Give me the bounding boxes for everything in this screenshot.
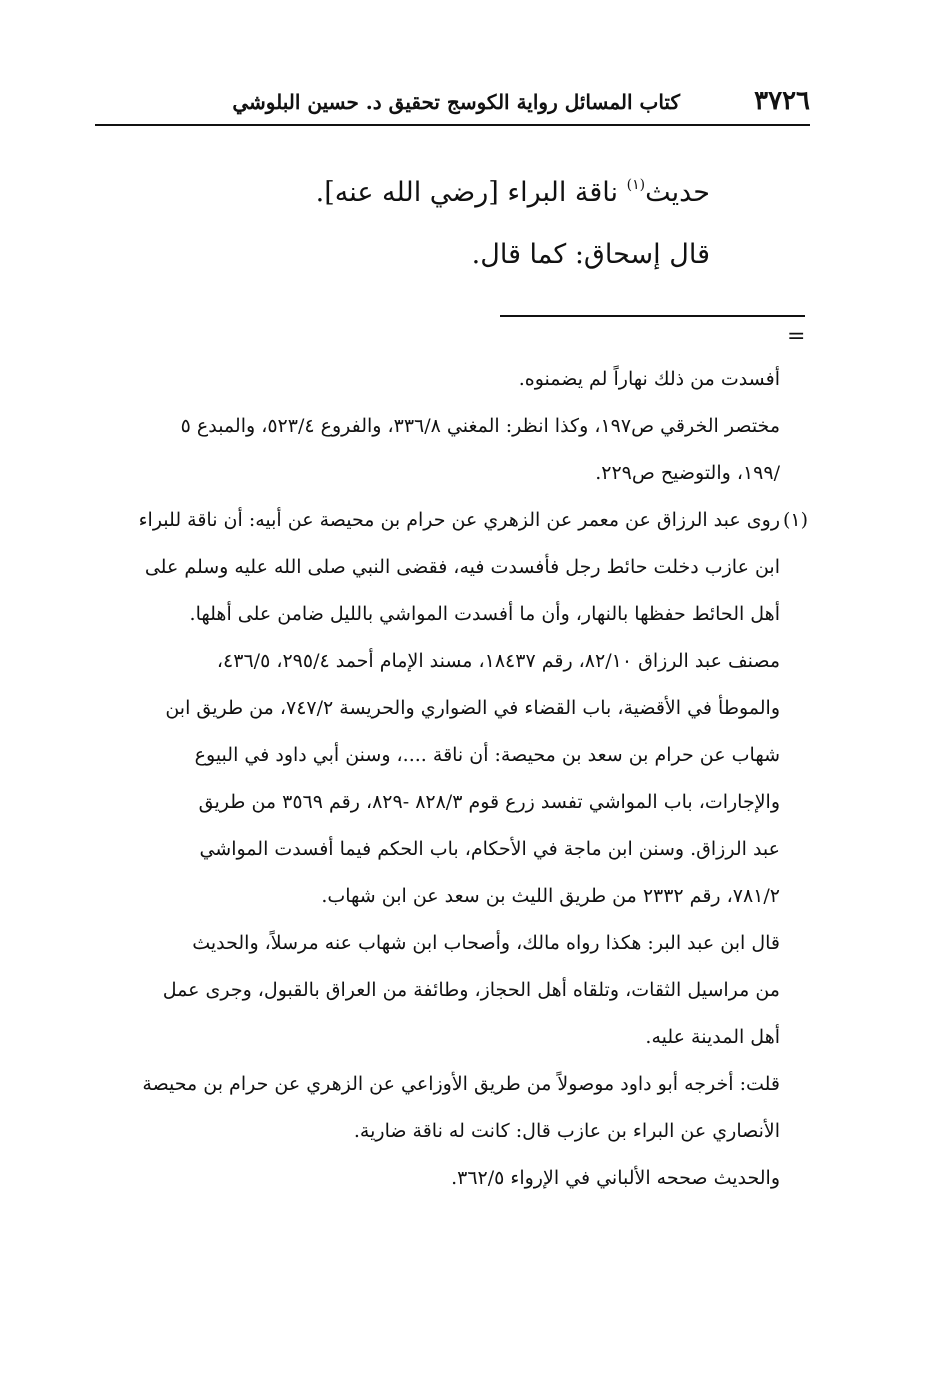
footnote-1-line: ابن عازب دخلت حائط رجل فأفسدت فيه، فقضى النبي صلى الله عليه وسلم على bbox=[144, 556, 780, 578]
footnote-1-line: أهل الحائط حفظها بالنهار، وأن ما أفسدت المواشي بالليل ضامن على أهلها. bbox=[189, 603, 780, 625]
footnote-divider bbox=[500, 315, 805, 317]
footnote-1-line: الأنصاري عن البراء بن عازب قال: كانت له ناقة ضارية. bbox=[353, 1120, 780, 1142]
running-title: كتاب المسائل رواية الكوسج تحقيق د. حسين البلوشي bbox=[232, 90, 680, 114]
footnote-reference: (١) bbox=[626, 177, 646, 193]
footnote-1-line bbox=[96, 497, 808, 544]
page-header bbox=[95, 82, 810, 122]
footnote-1-line: قلت: أخرجه أبو داود موصولاً من طريق الأوزاعي عن الزهري عن حرام بن محيصة bbox=[142, 1073, 780, 1095]
footnotes bbox=[96, 356, 808, 1202]
footnote-1-line: والإجارات، باب المواشي تفسد زرع قوم ٨٢٨/٣ -٨٢٩، رقم ٣٥٦٩ من طريق bbox=[198, 791, 780, 813]
footnote-1-line: أهل المدينة عليه. bbox=[645, 1026, 780, 1048]
footnote-1-line: من مراسيل الثقات، وتلقاه أهل الحجاز، وطائفة من العراق بالقبول، وجرى عمل bbox=[162, 979, 780, 1001]
footnote-1-line: والحديث صححه الألباني في الإرواء ٣٦٢/٥. bbox=[451, 1167, 780, 1189]
main-text bbox=[200, 155, 710, 295]
header-divider bbox=[95, 124, 810, 126]
footnote-continued-line: مختصر الخرقي ص١٩٧، وكذا انظر: المغني ٣٣٦/٨، والفروع ٥٢٣/٤، والمبدع ٥ bbox=[180, 415, 780, 437]
page-number: ٣٧٢٦ bbox=[754, 86, 810, 116]
footnote-1-line: والموطأ في الأقضية، باب القضاء في الضواري والحريسة ٧٤٧/٢، من طريق ابن bbox=[165, 697, 780, 719]
footnote-continued-line: أفسدت من ذلك نهاراً لم يضمنوه. bbox=[518, 368, 780, 390]
footnote-1-line: عبد الرزاق. وسنن ابن ماجة في الأحكام، باب الحكم فيما أفسدت المواشي bbox=[199, 838, 780, 860]
footnote-1-marker: (١) bbox=[782, 509, 808, 531]
footnote-1-line: قال ابن عبد البر: هكذا رواه مالك، وأصحاب ابن شهاب عنه مرسلاً، والحديث bbox=[192, 932, 780, 954]
main-line-hadith-start: حديث bbox=[645, 177, 710, 208]
footnote-1-line: مصنف عبد الرزاق ٨٢/١٠، رقم ١٨٤٣٧، مسند الإمام أحمد ٢٩٥/٤، ٤٣٦/٥، bbox=[216, 650, 780, 672]
main-line-ishaq: قال إسحاق: كما قال. bbox=[471, 239, 710, 270]
footnote-1-line: شهاب عن حرام بن سعد بن محيصة: أن ناقة ....، وسنن أبي داود في البيوع bbox=[194, 744, 780, 766]
footnote-1-text: روى عبد الرزاق عن معمر عن الزهري عن حرام بن محيصة عن أبيه: أن ناقة للبراء bbox=[138, 509, 780, 531]
main-line-hadith-end: ناقة البراء [رضي الله عنه]. bbox=[315, 177, 627, 208]
footnote-1-line: ٧٨١/٢، رقم ٢٣٣٢ من طريق الليث بن سعد عن ابن شهاب. bbox=[321, 885, 780, 907]
footnote-continued-line: /١٩٩، والتوضيح ص٢٢٩. bbox=[595, 462, 780, 484]
main-line-hadith bbox=[200, 155, 710, 225]
continuation-mark: = bbox=[787, 324, 806, 349]
